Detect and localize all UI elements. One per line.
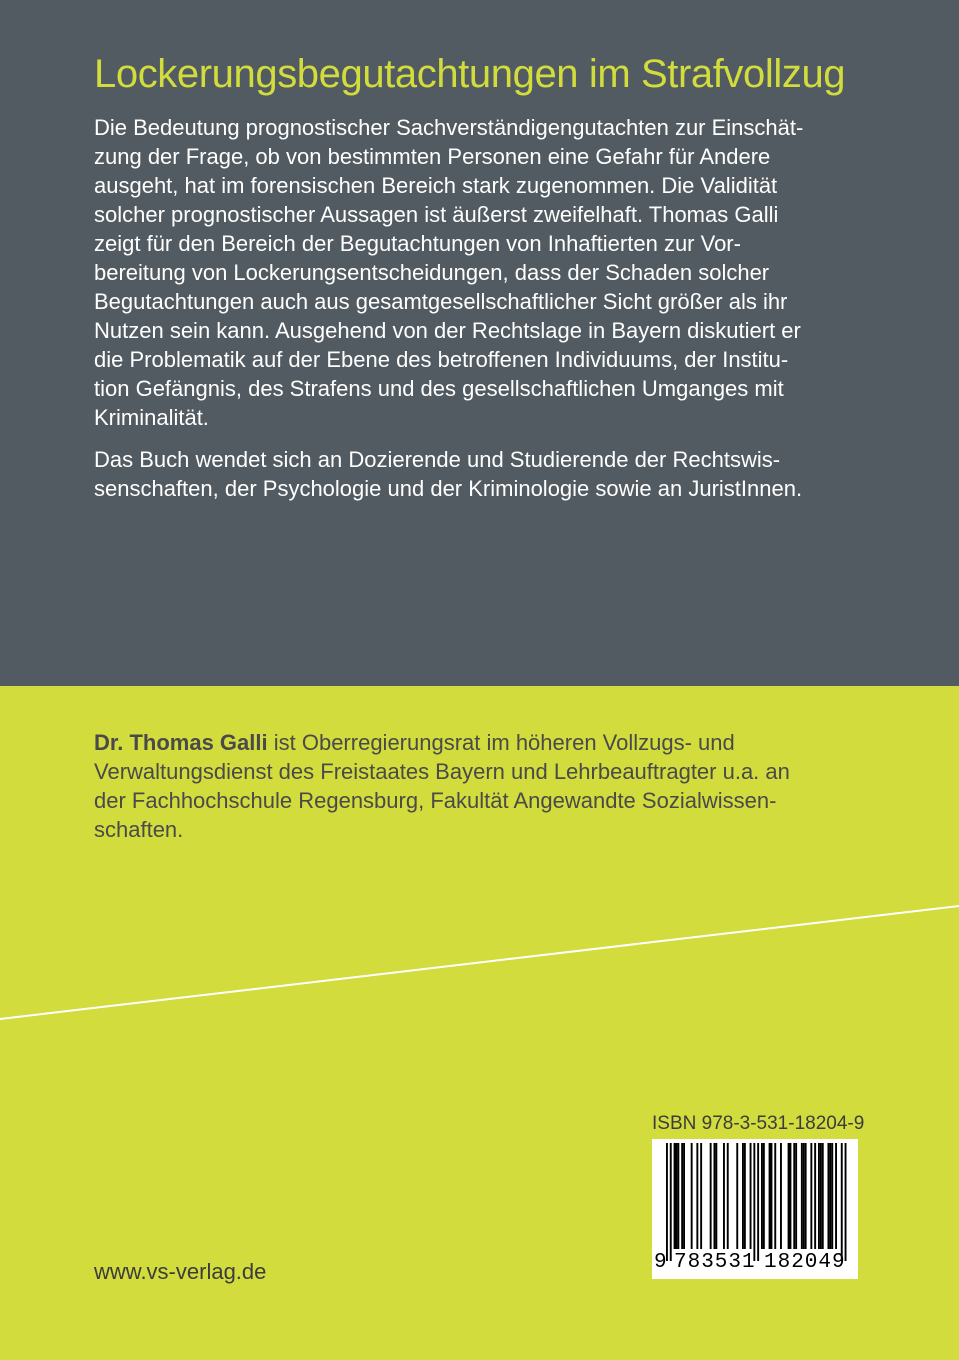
barcode-bar [795,1143,797,1249]
author-bio-first: ist Oberregierungsrat im höheren Vollzugs- und [273,730,735,755]
barcode-bar [757,1143,759,1261]
barcode-bar [736,1143,738,1249]
barcode-bar [822,1143,824,1249]
barcode-bar [771,1143,773,1249]
barcode-bar [666,1143,668,1261]
barcode-bar [742,1143,744,1249]
barcode-bar [831,1143,833,1249]
book-title: Lockerungsbegutachtungen im Strafvollzug [94,52,846,96]
description-line: tion Gefängnis, des Strafens und des gesellschaftlichen Umganges mit [94,376,784,401]
barcode-bar [715,1143,717,1249]
barcode-bar [828,1143,830,1249]
description-line: Nutzen sein kann. Ausgehend von der Rechtslage in Bayern diskutiert er [94,318,801,343]
audience-line: Das Buch wendet sich an Dozierende und Studierende der Rechtswis- [94,447,781,472]
barcode-bar [696,1143,698,1249]
barcode-bar [793,1143,795,1249]
barcode-bar [845,1143,847,1261]
description-line: solcher prognostischer Aussagen ist äußerst zweifelhaft. Thomas Galli [94,202,779,227]
barcode-bar [829,1143,831,1249]
barcode-bar [818,1143,820,1249]
barcode-bar [841,1143,843,1261]
audience-line: senschaften, der Psychologie und der Kriminologie sowie an JuristInnen. [94,476,803,501]
author-name: Dr. Thomas Galli [94,730,268,755]
barcode-bar [750,1143,752,1249]
barcode-bar [700,1143,702,1249]
barcode-bar [810,1143,812,1249]
barcode-lead-digit: 9 [654,1251,667,1274]
description-line: ausgeht, hat im forensischen Bereich stark zugenommen. Die Validität [94,173,778,198]
description-line: Begutachtungen auch aus gesamtgesellschaftlicher Sicht größer als ihr [94,289,788,314]
barcode-bar [820,1143,822,1249]
barcode-right-digits: 182049 [764,1251,846,1274]
barcode-bar [788,1143,790,1249]
barcode-bar [780,1143,782,1249]
barcode-bar [723,1143,725,1249]
barcode-bar [803,1143,805,1249]
barcode-bar [744,1143,746,1249]
barcode-bar [691,1143,693,1249]
author-bio-line: der Fachhochschule Regensburg, Fakultät Angewandte Sozialwissen- [94,788,777,813]
description-line: bereitung von Lockerungsentscheidungen, dass der Schaden solcher [94,260,770,285]
barcode-bar [727,1143,729,1249]
barcode-bar [683,1143,685,1249]
barcode-bar [670,1143,672,1261]
barcode-bar [753,1143,755,1261]
publisher-website: www.vs-verlag.de [94,1259,267,1284]
barcode-bar [676,1143,678,1249]
barcode-bar [790,1143,792,1249]
description-line: zeigt für den Bereich der Begutachtungen von Inhaftierten zur Vor- [94,231,741,256]
barcode-bar [801,1143,803,1249]
barcode-bar [674,1143,676,1249]
isbn-label: ISBN 978-3-531-18204-9 [652,1113,865,1134]
barcode-bar [763,1143,765,1249]
author-bio-line: schaften. [94,817,184,842]
author-bio-line: Verwaltungsdienst des Freistaates Bayern und Lehrbeauftragter u.a. an [94,759,790,784]
barcode-bar [835,1143,837,1249]
barcode-bar [714,1143,716,1249]
description-line: Die Bedeutung prognostischer Sachverständigengutachten zur Einschät- [94,115,804,140]
barcode-left-digits: 783531 [674,1251,756,1274]
isbn-barcode [652,1139,858,1279]
description-line: Kriminalität. [94,405,209,430]
barcode-bar [681,1143,683,1249]
barcode-bar [814,1143,816,1249]
barcode-bar [710,1143,712,1249]
description-line: die Problematik auf der Ebene des betroffenen Individuums, der Institu- [94,347,789,372]
barcode-bar [774,1143,776,1249]
barcode-bar [761,1143,763,1249]
barcode-bar [769,1143,771,1249]
barcode-bar [677,1143,679,1249]
description-line: zung der Frage, ob von bestimmten Personen eine Gefahr für Andere [94,144,771,169]
barcode-bar [805,1143,807,1249]
